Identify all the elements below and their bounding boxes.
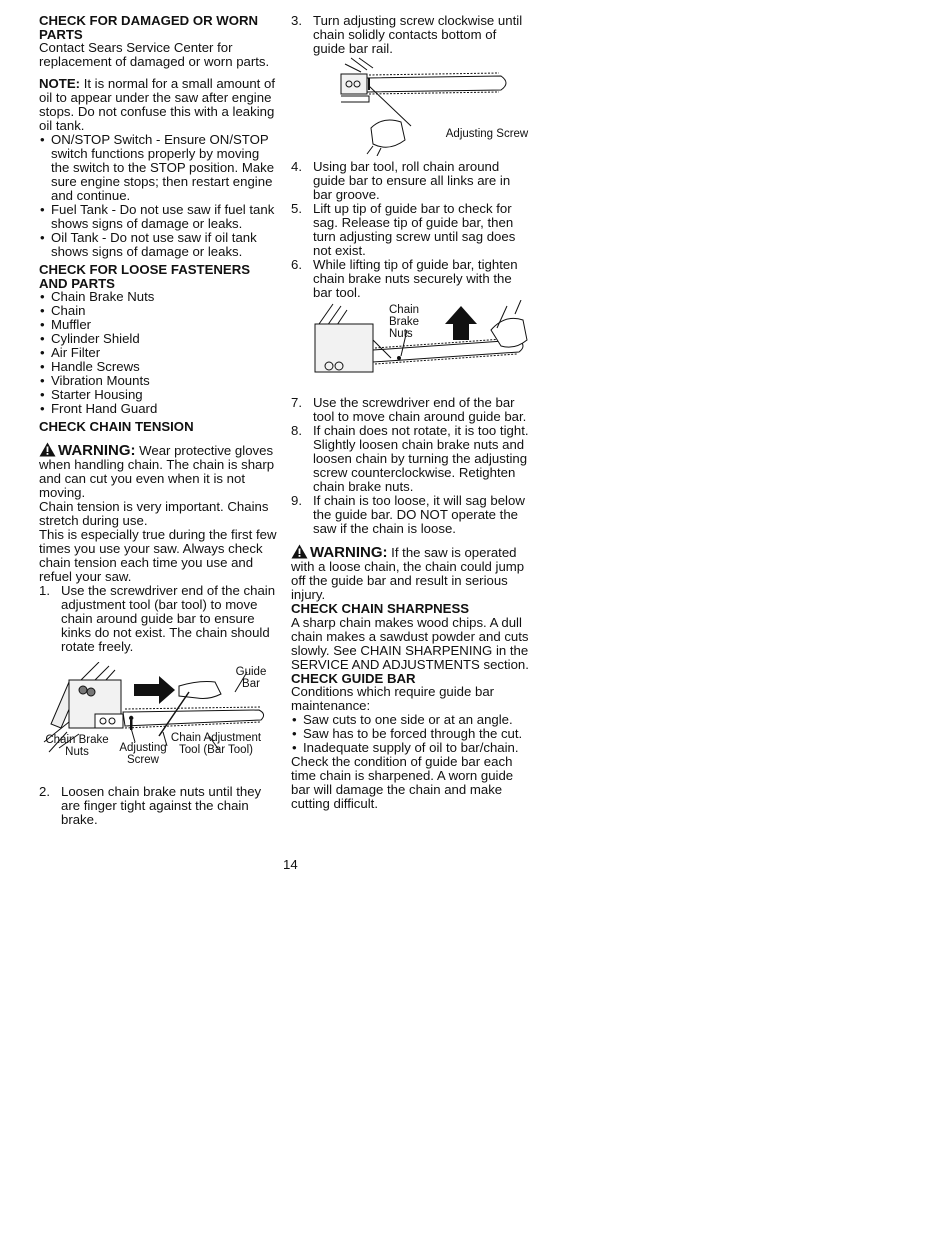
tension-paragraph: This is especially true during the first few times you use your saw. Always check chain tension each time you use and refuel your saw. — [39, 526, 277, 584]
list-item: • Front Hand Guard — [39, 402, 277, 416]
tension-steps — [291, 160, 531, 300]
step-text: Loosen chain brake nuts until they are finger tight against the chain brake. — [61, 783, 262, 827]
chain-adjustment-tool-label: Chain Adjustment Tool (Bar Tool) — [170, 731, 262, 756]
guide-bar-label: Guide Bar — [235, 665, 267, 690]
loose-fasteners-list — [39, 290, 277, 416]
adjusting-screw-label: Adjusting Screw — [445, 128, 529, 140]
chain-brake-nuts-figure — [311, 300, 551, 392]
list-item — [291, 424, 531, 494]
chain-sharpness-heading: CHECK CHAIN SHARPNESS — [291, 601, 470, 616]
list-item: • Saw cuts to one side or at an angle. — [291, 713, 531, 727]
guide-bar-outro: Check the condition of guide bar each time chain is sharpened. A worn guide bar will damage the chain and make cutting difficult. — [291, 754, 514, 811]
adjusting-screw-label: Adjusting Screw — [119, 741, 167, 766]
tension-steps — [291, 14, 531, 56]
step-number: 9. — [291, 493, 302, 508]
warning-icon — [291, 544, 308, 559]
step-number: 2. — [39, 783, 50, 799]
step-number: 4. — [291, 159, 302, 174]
step-text: If chain is too loose, it will sag below the guide bar. DO NOT operate the saw if the chain is loose. — [313, 493, 525, 536]
step-number: 6. — [291, 257, 302, 272]
damaged-parts-list — [39, 133, 277, 259]
step-text: Turn adjusting screw clockwise until chain solidly contacts bottom of guide bar rail. — [313, 13, 523, 56]
page-number: 14 — [283, 857, 298, 872]
list-item — [39, 584, 277, 654]
list-item: • Chain Brake Nuts — [39, 290, 277, 304]
list-item: • Starter Housing — [39, 388, 277, 402]
damaged-parts-heading: CHECK FOR DAMAGED OR WORN PARTS — [39, 13, 259, 42]
step-number: 8. — [291, 423, 302, 438]
warning-label: WARNING: — [58, 441, 136, 459]
list-item: • Saw has to be forced through the cut. — [291, 727, 531, 741]
step-number: 5. — [291, 201, 302, 216]
step-text: Use the screwdriver end of the bar tool to move chain around guide bar. — [313, 395, 527, 424]
list-item — [291, 258, 531, 300]
list-item — [291, 396, 531, 424]
tension-steps — [39, 584, 277, 654]
warning-paragraph — [39, 442, 277, 500]
list-item — [291, 160, 531, 202]
tension-paragraph: Chain tension is very important. Chains stretch during use. — [39, 498, 269, 528]
step-text: Lift up tip of guide bar to check for sag. Release tip of guide bar, then turn adjusting screw until sag does not exist. — [313, 201, 516, 258]
list-item: • Handle Screws — [39, 360, 277, 374]
step-text: If chain does not rotate, it is too tight. Slightly loosen chain brake nuts and loosen chain by turning the adjusting screw counterclockwise. Retighten chain brake nuts. — [313, 423, 529, 494]
list-item: • Inadequate supply of oil to bar/chain. — [291, 741, 531, 755]
tension-steps — [291, 396, 531, 536]
note-label: NOTE: — [39, 76, 81, 91]
note-text: It is normal for a small amount of oil to appear under the saw after engine stops. Do not confuse this with a leaking oil tank. — [39, 76, 275, 133]
right-column — [291, 14, 531, 811]
note-paragraph — [39, 77, 277, 133]
list-item — [291, 14, 531, 56]
step-number: 3. — [291, 13, 302, 28]
step-number: 7. — [291, 395, 302, 410]
step-text: Use the screwdriver end of the chain adjustment tool (bar tool) to move chain around guide bar to ensure kinks do not exist. The chain should rotate freely. — [61, 582, 276, 654]
tension-steps — [39, 785, 277, 827]
list-item — [291, 202, 531, 258]
list-item: • Cylinder Shield — [39, 332, 277, 346]
chain-brake-nuts-label: Chain Brake Nuts — [45, 733, 109, 758]
guide-bar-list — [291, 713, 531, 755]
list-item: • Air Filter — [39, 346, 277, 360]
step-text: Using bar tool, roll chain around guide bar to ensure all links are in bar groove. — [313, 159, 511, 202]
adjusting-screw-figure — [311, 56, 551, 156]
list-item: • Fuel Tank - Do not use saw if fuel tank shows signs of damage or leaks. — [39, 203, 277, 231]
step-number: 1. — [39, 582, 50, 598]
chain-brake-nuts-label: Chain Brake Nuts — [389, 304, 420, 340]
guide-bar-intro: Conditions which require guide bar maintenance: — [291, 684, 495, 713]
left-column — [39, 14, 277, 827]
warning-paragraph — [291, 544, 531, 602]
warning-text: If the saw is operated with a loose chain, the chain could jump off the guide bar and result in serious injury. — [291, 545, 525, 602]
list-item: • Muffler — [39, 318, 277, 332]
chain-sharpness-text: A sharp chain makes wood chips. A dull chain makes a sawdust powder and cuts slowly. See CHAIN SHARPENING in the SERVICE AND ADJUSTMENTS section. — [291, 614, 529, 672]
list-item — [39, 785, 277, 827]
chain-adjustment-figure — [39, 662, 277, 777]
guide-bar-illustration — [311, 56, 531, 156]
warning-label: WARNING: — [310, 544, 388, 561]
list-item: • Oil Tank - Do not use saw if oil tank shows signs of damage or leaks. — [39, 231, 277, 259]
warning-icon — [39, 442, 56, 457]
guide-bar-heading: CHECK GUIDE BAR — [291, 670, 416, 686]
step-text: While lifting tip of guide bar, tighten chain brake nuts securely with the bar tool. — [313, 257, 518, 300]
list-item: • ON/STOP Switch - Ensure ON/STOP switch functions properly by moving the switch to the STOP position. Make sure engine stops; then restart engine and continue. — [39, 133, 277, 203]
warning-text: Wear protective gloves when handling chain. The chain is sharp and can cut you even when it is not moving. — [39, 442, 275, 500]
chain-tension-heading: CHECK CHAIN TENSION — [39, 419, 194, 434]
loose-fasteners-heading: CHECK FOR LOOSE FASTENERS AND PARTS — [39, 262, 251, 291]
list-item: • Vibration Mounts — [39, 374, 277, 388]
list-item: • Chain — [39, 304, 277, 318]
list-item — [291, 494, 531, 536]
damaged-parts-intro: Contact Sears Service Center for replacement of damaged or worn parts. — [39, 40, 270, 69]
